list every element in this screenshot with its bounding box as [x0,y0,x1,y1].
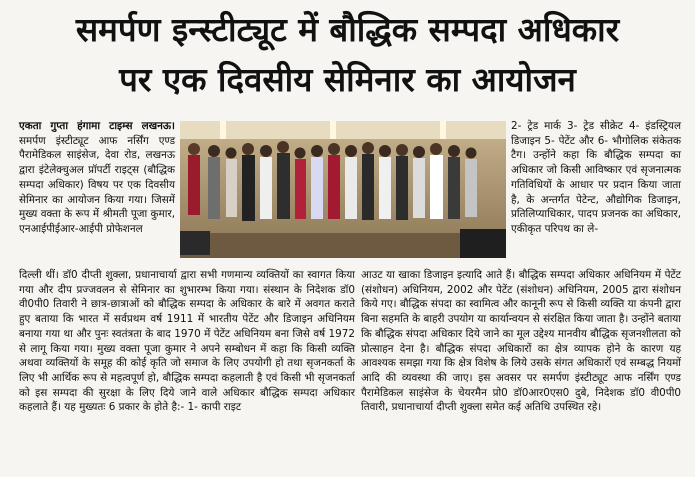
group-photo-illustration [180,121,506,258]
headline-line-2: पर एक दिवसीय सेमिनार का आयोजन [119,60,576,99]
article-text-right-top: 2- ट्रेड मार्क 3- ट्रेड सीक्रेट 4- इंडस्ट्रियल डिजाइन 5- पेटेंट और 6- भौगोलिक संकेतक टैग। उन्होंने कहा कि बौद्धिक सम्पदा का अधिकार जो किसी आविष्कार एवं सृजनात्मक गतिविधियों के आधार पर प्रदान किया जाता है, के अन्तर्गत पेटेन्ट, औद्योगिक डिजाइन, प्रतिलिप्याधिकार, पादप प्रजनक का अधिकार, एकीकृत परिपथ का ले- [511,120,681,235]
article-column-right-bottom [361,268,681,415]
article-text-left-bottom: दिल्ली थीं। डॉ0 दीप्ती शुक्ला, प्रधानाचार्या द्वारा सभी गणमान्य व्यक्तियों का स्वागत किया गया और दीप प्रज्जवलन से सेमिनार का शुभारम्भ किया गया। संस्थान के निदेशक डॉ0 वी0पी0 तिवारी ने छात्र-छात्राओं को बौद्धिक सम्पदा के अधिकार के बारे में अवगत कराते हुए बताया कि भारत में सर्वप्रथम वर्ष 1911 में भारतीय पेटेंट और डिजाइन अधिनियम बनाया गया था और पुनः स्वतंत्रता के बाद 1970 में पेटेंट अधिनियम बना जिसे वर्ष 1972 से लागू किया गया। मुख्य वक्ता पूजा कुमार ने अपने सम्बोधन में कहा कि किसी व्यक्ति अथवा व्यक्तियों के समूह की कोई कृति जो समाज के लिए उपयोगी हो तथा सृजनकर्ता के लिए भी आर्थिक रूप से महत्वपूर्ण हो, बौद्धिक सम्पदा कहलाती है एवं किसी भी सृजनकर्ता को इस सम्पदा की सुरक्षा के लिए दिये जाने वाले अधिकार बौद्धिक सम्पदा अधिकार कहलाते हैं। यह मुख्यतः 6 प्रकार के होते है:- 1- कापी राइट [19,269,355,414]
article-text-right-bottom: आउट या खाका डिजाइन इत्यादि आते हैं। बौद्धिक सम्पदा अधिकार अधिनियम में पेटेंट (संशोधन) अधिनियम, 2002 और पेटेंट (संशोधन) अधिनियम, 2005 द्वारा संशोधन किये गए। बौद्धिक संपदा का स्वामित्व और कानूनी रूप से किसी व्यक्ति या कंपनी द्वारा बिना सहमति के बाहरी उपयोग या कार्यान्वयन से संरक्षित किया जाता है। उन्होंने बताया कि बौद्धिक संपदा अधिकार दिये जाने का मूल उद्देश्य मानवीय बौद्धिक सृजनशीलता को प्रोत्साहन देना है। बौद्धिक संपदा अधिकारों का क्षेत्र व्यापक होने के कारण यह आवश्यक समझा गया कि क्षेत्र विशेष के लिये उसके संगत अधिकारों एवं सम्बद्ध नियमों आदि की व्यवस्था की जाए। इस अवसर पर समर्पण इंस्टीट्यूट आफ नर्सिंग एण्ड पैरामेडिकल साइंसेज के चेयरमैन प्रो0 डॉ0आर0एस0 दुबे, निदेशक डॉ0 वी0पी0 तिवारी, प्रधानाचार्या दीप्ती शुक्ला समेत कई अतिथि उपस्थित रहे। [361,269,681,414]
article-column-left-bottom [19,268,355,415]
headline-line-1: समर्पण इन्स्टीट्यूट में बौद्धिक सम्पदा अधिकार [75,10,620,49]
article-column-left-top [19,119,175,237]
byline: एकता गुप्ता हंगामा टाइम्स लखनऊ। [19,120,175,132]
article-text-left-top: समर्पण इंस्टीट्यूट आफ नर्सिंग एण्ड पैरामेडिकल साइंसेज, देवा रोड, लखनऊ द्वारा इंटेलेक्चुअल प्रॉपर्टी राइट्स (बौद्धिक सम्पदा अधिकार) विषय पर एक दिवसीय सेमिनार का आयोजन किया गया। जिसमें मुख्य वक्ता के रूप में श्रीमती पूजा कुमार, एनआईपीईआर-आईपी प्रोफेशनल [19,134,175,235]
article-column-right-top [511,119,681,237]
group-photo-image [180,121,506,258]
